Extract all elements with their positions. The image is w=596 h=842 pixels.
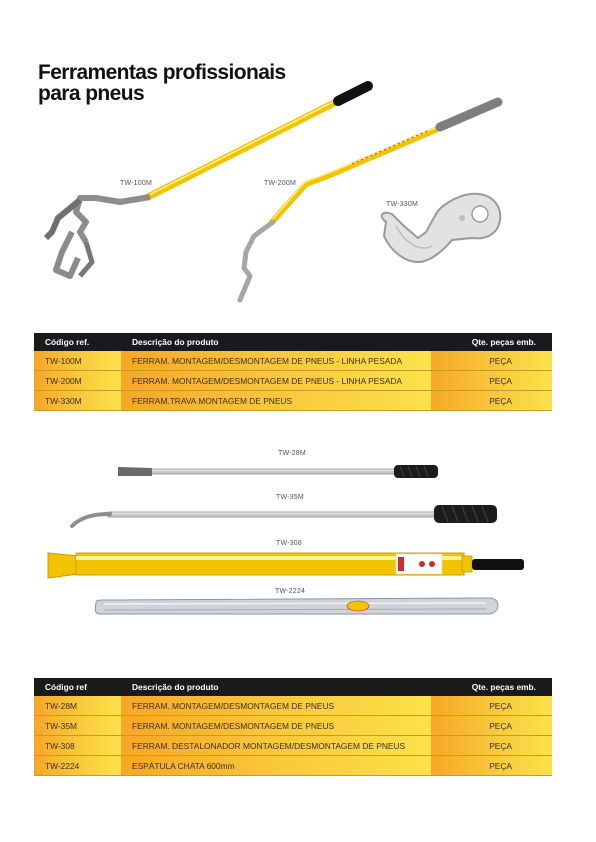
cell-code: TW-2224 [34,756,121,776]
column-header-code: Código ref [34,678,121,696]
cell-qty: PEÇA [431,756,552,776]
table-row [34,696,552,716]
page-title-line-2: para pneus [38,82,145,105]
tool-tw-2224-image [95,598,498,614]
cell-code: TW-28M [34,696,121,716]
cell-qty: PEÇA [431,391,552,411]
column-header-qty: Qte. peças emb. [431,678,552,696]
tool-label-tw-35m: TW-35M [276,494,304,501]
cell-description: FERRAM. MONTAGEM/DESMONTAGEM DE PNEUS [121,716,431,736]
cell-description: FERRAM. MONTAGEM/DESMONTAGEM DE PNEUS [121,696,431,716]
table-row [34,756,552,776]
tool-tw-35m-image [72,505,497,526]
tool-label-tw-28m: TW-28M [278,450,306,457]
tool-label-tw-330m: TW-330M [386,201,418,208]
column-header-code: Código ref. [34,333,121,351]
table-row [34,736,552,756]
cell-code: TW-308 [34,736,121,756]
cell-description: FERRAM. DESTALONADOR MONTAGEM/DESMONTAGEM DE PNEUS [121,736,431,756]
page-title-line-1: Ferramentas profissionais [38,61,286,84]
column-header-description: Descrição do produto [121,678,431,696]
cell-code: TW-35M [34,716,121,736]
tool-tw-28m-image [118,465,438,478]
column-header-description: Descrição do produto [121,333,431,351]
cell-description: FERRAM.TRAVA MONTAGEM DE PNEUS [121,391,431,411]
cell-qty: PEÇA [431,716,552,736]
tool-label-tw-2224: TW-2224 [275,588,306,595]
cell-description: FERRAM. MONTAGEM/DESMONTAGEM DE PNEUS - LINHA PESADA [121,371,431,391]
cell-code: TW-330M [34,391,121,411]
column-header-qty: Qte. peças emb. [431,333,552,351]
cell-qty: PEÇA [431,736,552,756]
tool-label-tw-100m: TW-100M [120,180,152,187]
tool-label-tw-200m: TW-200M [264,180,296,187]
cell-qty: PEÇA [431,351,552,371]
table-row [34,716,552,736]
product-table-2 [34,678,552,776]
cell-code: TW-200M [34,371,121,391]
cell-description: FERRAM. MONTAGEM/DESMONTAGEM DE PNEUS - LINHA PESADA [121,351,431,371]
table-header-row [34,678,552,696]
tool-tw-308-image [48,553,524,578]
tool-label-tw-308: TW-308 [276,540,302,547]
cell-qty: PEÇA [431,371,552,391]
cell-code: TW-100M [34,351,121,371]
cell-description: ESPÁTULA CHATA 600mm [121,756,431,776]
cell-qty: PEÇA [431,696,552,716]
